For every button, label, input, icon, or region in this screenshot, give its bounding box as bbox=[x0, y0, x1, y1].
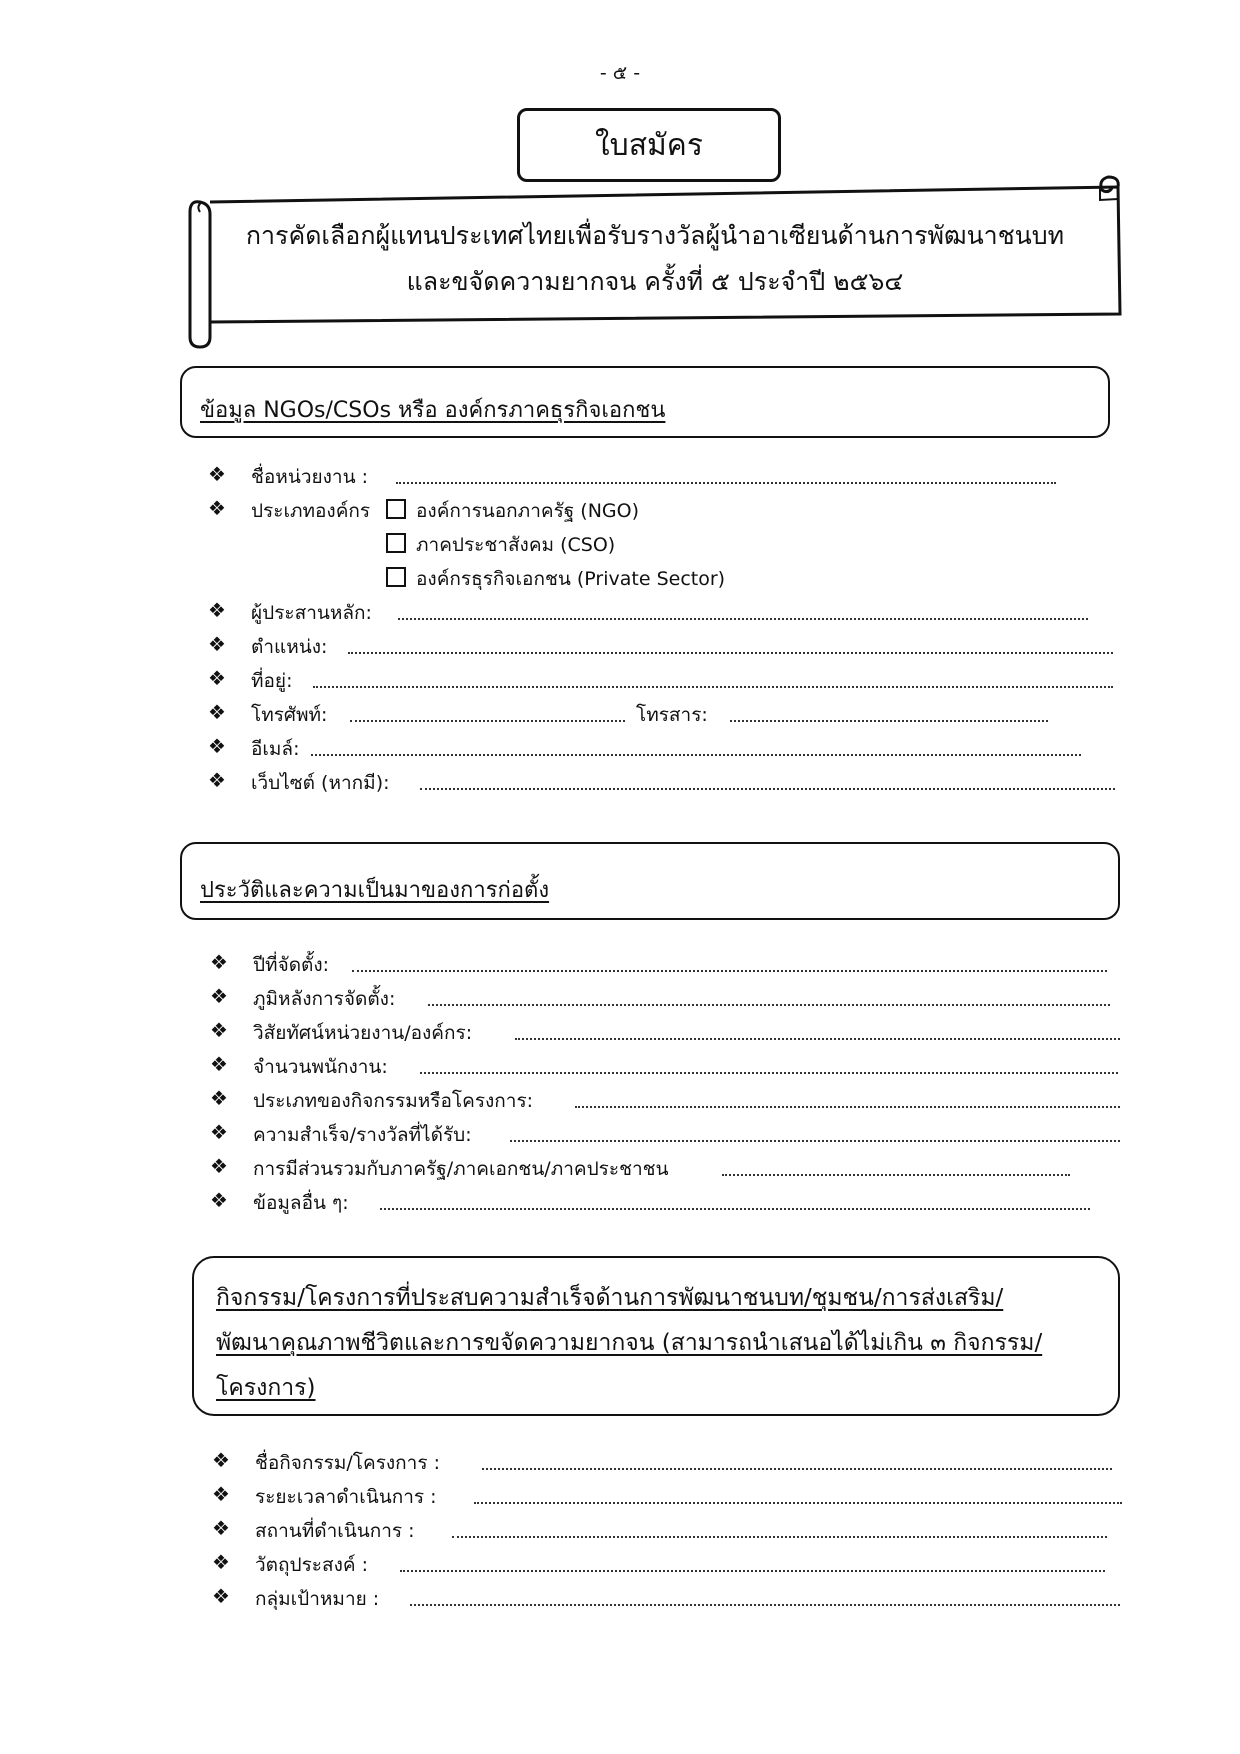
diamond-bullet-icon: ❖ bbox=[210, 1120, 228, 1144]
section-2-title: ประวัติและความเป็นมาของการก่อตั้ง bbox=[200, 878, 550, 903]
diamond-bullet-icon: ❖ bbox=[210, 1188, 228, 1212]
diamond-bullet-icon: ❖ bbox=[210, 1052, 228, 1076]
fill-line[interactable] bbox=[420, 1072, 1118, 1074]
diamond-bullet-icon: ❖ bbox=[212, 1584, 230, 1608]
field-label: เว็บไซต์ (หากมี): bbox=[251, 772, 390, 794]
option-label: ภาคประชาสังคม (CSO) bbox=[416, 534, 616, 556]
page-number: - ๕ - bbox=[599, 62, 641, 84]
diamond-bullet-icon: ❖ bbox=[208, 700, 226, 724]
fill-line[interactable] bbox=[400, 1570, 1105, 1572]
diamond-bullet-icon: ❖ bbox=[212, 1550, 230, 1574]
fill-line[interactable] bbox=[730, 720, 1048, 722]
field-label: สถานที่ดำเนินการ : bbox=[255, 1520, 415, 1542]
diamond-bullet-icon: ❖ bbox=[210, 1018, 228, 1042]
field-label: ประเภทของกิจกรรมหรือโครงการ: bbox=[253, 1090, 534, 1112]
field-label: ความสำเร็จ/รางวัลที่ได้รับ: bbox=[253, 1124, 472, 1146]
field-objectives bbox=[212, 1550, 1112, 1582]
checkbox[interactable] bbox=[386, 499, 406, 519]
fill-line[interactable] bbox=[348, 652, 1113, 654]
fill-line[interactable] bbox=[510, 1140, 1120, 1142]
field-phone-fax bbox=[208, 700, 1108, 732]
field-activity-type bbox=[210, 1086, 1110, 1118]
fill-line[interactable] bbox=[428, 1004, 1110, 1006]
diamond-bullet-icon: ❖ bbox=[208, 496, 226, 520]
field-label: วัตถุประสงค์ : bbox=[255, 1554, 369, 1576]
section-3-title-line-3: โครงการ) bbox=[216, 1375, 316, 1401]
field-label: กลุ่มเป้าหมาย : bbox=[255, 1588, 380, 1610]
fill-line[interactable] bbox=[380, 1208, 1090, 1210]
fax-label: โทรสาร: bbox=[636, 704, 708, 726]
fill-line[interactable] bbox=[722, 1174, 1070, 1176]
diamond-bullet-icon: ❖ bbox=[212, 1448, 230, 1472]
fill-line[interactable] bbox=[420, 788, 1115, 790]
option-label: องค์การนอกภาครัฐ (NGO) bbox=[416, 500, 640, 522]
field-project-name bbox=[212, 1448, 1112, 1480]
field-vision bbox=[210, 1018, 1110, 1050]
diamond-bullet-icon: ❖ bbox=[212, 1516, 230, 1540]
field-label: วิสัยทัศน์หน่วยงาน/องค์กร: bbox=[253, 1022, 473, 1044]
field-achievements bbox=[210, 1120, 1110, 1152]
field-label: ที่อยู่: bbox=[251, 670, 293, 692]
fill-line[interactable] bbox=[482, 1468, 1112, 1470]
fill-line[interactable] bbox=[350, 720, 625, 722]
field-label: ชื่อหน่วยงาน : bbox=[251, 466, 368, 488]
diamond-bullet-icon: ❖ bbox=[212, 1482, 230, 1506]
form-title-box bbox=[517, 108, 781, 182]
field-label: การมีส่วนรวมกับภาครัฐ/ภาคเอกชน/ภาคประชาชน bbox=[253, 1158, 669, 1180]
diamond-bullet-icon: ❖ bbox=[208, 666, 226, 690]
diamond-bullet-icon: ❖ bbox=[208, 768, 226, 792]
field-participation bbox=[210, 1154, 1110, 1186]
field-label: โทรศัพท์: bbox=[251, 704, 328, 726]
form-title: ใบสมัคร bbox=[595, 127, 703, 163]
field-coordinator bbox=[208, 598, 1108, 630]
org-type-option-private[interactable] bbox=[386, 564, 886, 594]
banner-text bbox=[215, 213, 1095, 305]
field-target-group bbox=[212, 1584, 1112, 1616]
field-other-info bbox=[210, 1188, 1110, 1220]
field-label: ข้อมูลอื่น ๆ: bbox=[253, 1192, 349, 1214]
section-3-title bbox=[216, 1276, 1116, 1411]
field-email bbox=[208, 734, 1108, 766]
field-year-founded bbox=[210, 950, 1110, 982]
diamond-bullet-icon: ❖ bbox=[210, 950, 228, 974]
section-3-title-line-1: กิจกรรม/โครงการที่ประสบความสำเร็จด้านการพัฒนาชนบท/ชุมชน/การส่งเสริม/ bbox=[216, 1285, 1004, 1311]
diamond-bullet-icon: ❖ bbox=[208, 598, 226, 622]
diamond-bullet-icon: ❖ bbox=[210, 1086, 228, 1110]
diamond-bullet-icon: ❖ bbox=[208, 632, 226, 656]
field-label: จำนวนพนักงาน: bbox=[253, 1056, 388, 1078]
diamond-bullet-icon: ❖ bbox=[210, 984, 228, 1008]
section-3-title-line-2: พัฒนาคุณภาพชีวิตและการขจัดความยากจน (สามารถนำเสนอได้ไม่เกิน ๓ กิจกรรม/ bbox=[216, 1330, 1043, 1356]
banner-line-2: และขจัดความยากจน ครั้งที่ ๕ ประจำปี ๒๕๖๔ bbox=[406, 267, 904, 296]
field-website bbox=[208, 768, 1108, 800]
field-address bbox=[208, 666, 1108, 698]
fill-line[interactable] bbox=[313, 686, 1113, 688]
fill-line[interactable] bbox=[452, 1536, 1107, 1538]
org-type-option-cso[interactable] bbox=[386, 530, 886, 560]
field-position bbox=[208, 632, 1108, 664]
field-duration bbox=[212, 1482, 1112, 1514]
diamond-bullet-icon: ❖ bbox=[208, 462, 226, 486]
fill-line[interactable] bbox=[398, 618, 1088, 620]
banner-line-1: การคัดเลือกผู้แทนประเทศไทยเพื่อรับรางวัลผู้นำอาเซียนด้านการพัฒนาชนบท bbox=[245, 221, 1065, 250]
checkbox[interactable] bbox=[386, 567, 406, 587]
fill-line[interactable] bbox=[352, 970, 1107, 972]
field-background bbox=[210, 984, 1110, 1016]
field-org-name bbox=[208, 462, 1108, 494]
section-1-title: ข้อมูล NGOs/CSOs หรือ องค์กรภาคธุรกิจเอกชน bbox=[200, 398, 666, 423]
option-label: องค์กรธุรกิจเอกชน (Private Sector) bbox=[416, 568, 726, 590]
fill-line[interactable] bbox=[410, 1604, 1120, 1606]
field-label: ปีที่จัดตั้ง: bbox=[253, 954, 330, 976]
field-label: ตำแหน่ง: bbox=[251, 636, 328, 658]
field-label: ชื่อกิจกรรม/โครงการ : bbox=[255, 1452, 440, 1474]
org-type-option-ngo[interactable] bbox=[386, 496, 886, 526]
field-label: อีเมล์: bbox=[251, 738, 300, 760]
field-label: ระยะเวลาดำเนินการ : bbox=[255, 1486, 437, 1508]
field-location bbox=[212, 1516, 1112, 1548]
diamond-bullet-icon: ❖ bbox=[208, 734, 226, 758]
field-label: ภูมิหลังการจัดตั้ง: bbox=[253, 988, 396, 1010]
fill-line[interactable] bbox=[474, 1502, 1122, 1504]
fill-line[interactable] bbox=[515, 1038, 1120, 1040]
field-label: ผู้ประสานหลัก: bbox=[251, 602, 372, 624]
field-label: ประเภทองค์กร bbox=[251, 500, 371, 522]
fill-line[interactable] bbox=[311, 754, 1081, 756]
fill-line[interactable] bbox=[396, 482, 1056, 484]
field-employee-count bbox=[210, 1052, 1110, 1084]
diamond-bullet-icon: ❖ bbox=[210, 1154, 228, 1178]
checkbox[interactable] bbox=[386, 533, 406, 553]
fill-line[interactable] bbox=[575, 1106, 1120, 1108]
